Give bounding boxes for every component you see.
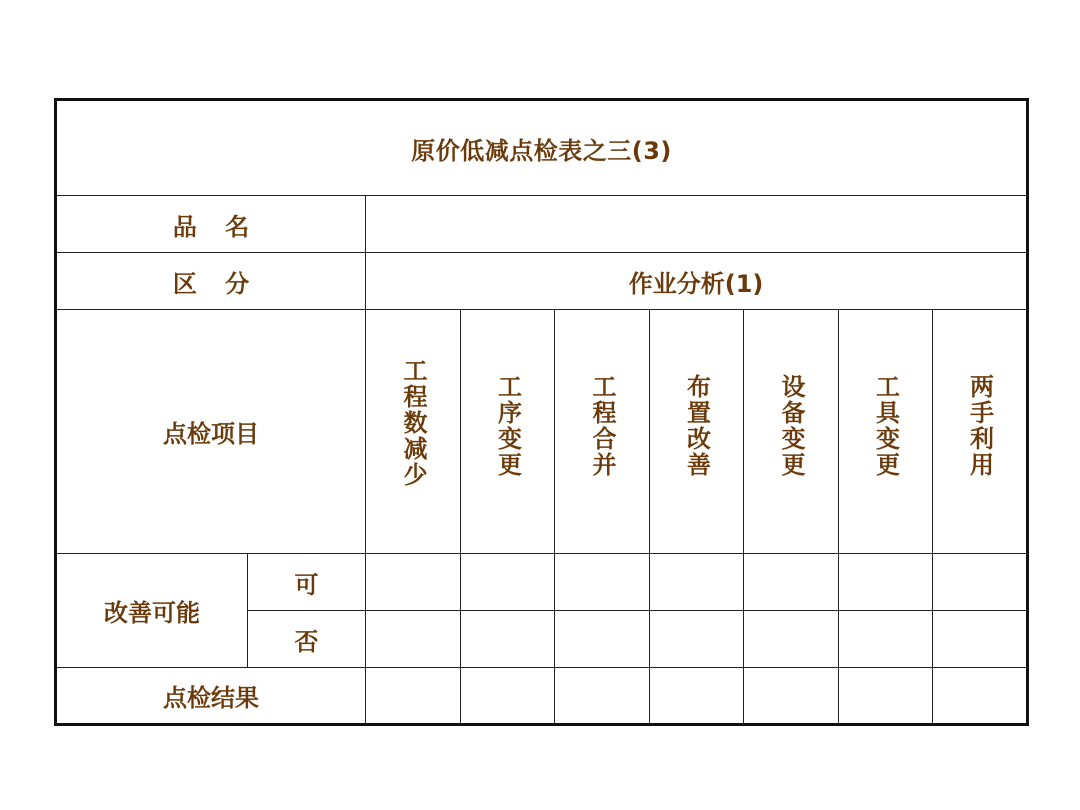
result-label: 点检结果 (56, 668, 366, 725)
result-cell[interactable] (461, 668, 555, 725)
result-cell[interactable] (839, 668, 933, 725)
check-item-label: 工程数减少 (399, 358, 427, 488)
category-row (56, 253, 1028, 310)
result-cell[interactable] (555, 668, 650, 725)
yes-mark-cell[interactable] (555, 554, 650, 611)
check-item-label: 工序变更 (493, 374, 522, 478)
no-mark-cell[interactable] (744, 611, 839, 668)
product-name-label: 品 名 (56, 196, 366, 253)
category-value: 作业分析(1) (366, 253, 1028, 310)
yes-mark-cell[interactable] (650, 554, 744, 611)
product-name-row (56, 196, 1028, 253)
improvement-yes-label: 可 (248, 554, 366, 611)
no-mark-cell[interactable] (650, 611, 744, 668)
no-mark-cell[interactable] (839, 611, 933, 668)
check-item-cell (366, 310, 461, 554)
check-item-cell (839, 310, 933, 554)
check-item-label: 工程合并 (588, 374, 616, 478)
product-name-value-cell[interactable] (366, 196, 1028, 253)
no-mark-cell[interactable] (555, 611, 650, 668)
checklist-table (54, 98, 1029, 726)
check-items-row (56, 310, 1028, 554)
improvement-label: 改善可能 (56, 554, 248, 668)
check-item-label: 两手利用 (965, 374, 994, 478)
title-row (56, 100, 1028, 196)
result-cell[interactable] (650, 668, 744, 725)
yes-mark-cell[interactable] (933, 554, 1028, 611)
result-row (56, 668, 1028, 725)
check-item-label: 布置改善 (682, 374, 711, 478)
check-item-cell (555, 310, 650, 554)
no-mark-cell[interactable] (933, 611, 1028, 668)
check-item-label: 设备变更 (777, 374, 805, 478)
table-title: 原价低减点检表之三(3) (56, 100, 1028, 196)
check-item-cell (744, 310, 839, 554)
result-cell[interactable] (366, 668, 461, 725)
result-cell[interactable] (933, 668, 1028, 725)
improvement-no-label: 否 (248, 611, 366, 668)
yes-mark-cell[interactable] (461, 554, 555, 611)
check-item-cell (461, 310, 555, 554)
category-label: 区 分 (56, 253, 366, 310)
yes-mark-cell[interactable] (366, 554, 461, 611)
improvement-yes-row (56, 554, 1028, 611)
check-item-cell (933, 310, 1028, 554)
check-items-label: 点检项目 (56, 310, 366, 554)
yes-mark-cell[interactable] (744, 554, 839, 611)
yes-mark-cell[interactable] (839, 554, 933, 611)
result-cell[interactable] (744, 668, 839, 725)
check-item-label: 工具变更 (871, 374, 900, 478)
no-mark-cell[interactable] (366, 611, 461, 668)
check-item-cell (650, 310, 744, 554)
no-mark-cell[interactable] (461, 611, 555, 668)
